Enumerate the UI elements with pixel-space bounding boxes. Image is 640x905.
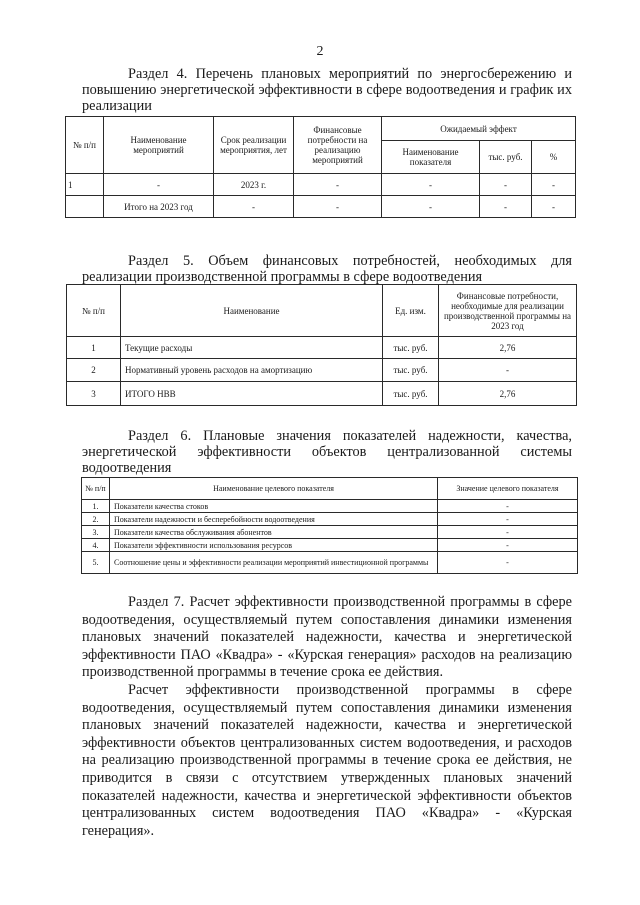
header-name: Наименование мероприятий	[104, 117, 214, 174]
table-row	[66, 174, 576, 196]
cell: -	[438, 552, 578, 574]
cell: -	[294, 174, 382, 196]
page-number: 2	[316, 44, 324, 59]
table-row	[82, 513, 578, 526]
table-row	[67, 337, 577, 359]
header-term: Срок реализации мероприятия, лет	[214, 117, 294, 174]
header-effect: Ожидаемый эффект	[382, 117, 576, 141]
header-num: № п/п	[67, 285, 121, 337]
cell: -	[382, 174, 480, 196]
header-name: Наименование	[121, 285, 383, 337]
cell: 3.	[82, 526, 110, 539]
section4-table	[65, 116, 576, 218]
cell: -	[104, 174, 214, 196]
table-row	[66, 196, 576, 218]
table-row	[82, 552, 578, 574]
header-num: № п/п	[66, 117, 104, 174]
cell: тыс. руб.	[383, 382, 439, 406]
header-finance: Финансовые потребности на реализацию мероприятий	[294, 117, 382, 174]
header-value: Значение целевого показателя	[438, 478, 578, 500]
cell: Показатели качества стоков	[110, 500, 438, 513]
cell: ИТОГО НВВ	[121, 382, 383, 406]
cell: -	[480, 174, 532, 196]
cell	[66, 196, 104, 218]
cell: -	[438, 526, 578, 539]
cell: 2,76	[439, 382, 577, 406]
cell: Показатели качества обслуживания абонентов	[110, 526, 438, 539]
header-num: № п/п	[82, 478, 110, 500]
header-indicator: Наименование показателя	[382, 141, 480, 174]
cell: -	[532, 196, 576, 218]
cell: 1	[67, 337, 121, 359]
section5-table	[66, 284, 577, 406]
cell: 2.	[82, 513, 110, 526]
table-row	[67, 382, 577, 406]
cell: Показатели эффективности использования ресурсов	[110, 539, 438, 552]
cell: 2023 г.	[214, 174, 294, 196]
cell: 3	[67, 382, 121, 406]
cell: Нормативный уровень расходов на амортизацию	[121, 359, 383, 382]
table-row	[67, 359, 577, 382]
cell: тыс. руб.	[383, 359, 439, 382]
section6-title: Раздел 6. Плановые значения показателей надежности, качества, энергетической эффективности объектов централизованной системы водоотведения	[82, 428, 572, 476]
cell: 1	[66, 174, 104, 196]
cell: -	[438, 513, 578, 526]
cell: тыс. руб.	[383, 337, 439, 359]
header-rub: тыс. руб.	[480, 141, 532, 174]
header-name: Наименование целевого показателя	[110, 478, 438, 500]
cell: -	[439, 359, 577, 382]
cell: Итого на 2023 год	[104, 196, 214, 218]
header-unit: Ед. изм.	[383, 285, 439, 337]
section6-table	[81, 477, 578, 574]
cell: -	[294, 196, 382, 218]
cell: 5.	[82, 552, 110, 574]
section7-paragraph-2: Расчет эффективности производственной программы в сфере водоотведения, осуществляемый путем сопоставления динамики изменения плановых значений показателей надежности, качества и энергетической эффективности объектов централизованных систем водоотведения, и расходов на реализацию производственной программы в течение срока ее действия, не приводится в связи с отсутствием утвержденных плановых значений показателей надежности, качества и энергетической эффективности объектов централизованных систем водоотведения ПАО «Квадра» - «Курская генерация».	[82, 682, 572, 839]
cell: 2	[67, 359, 121, 382]
cell: 1.	[82, 500, 110, 513]
cell: -	[438, 500, 578, 513]
header-finance: Финансовые потребности, необходимые для реализации производственной программы на 2023 год	[439, 285, 577, 337]
cell: Текущие расходы	[121, 337, 383, 359]
table-row	[82, 539, 578, 552]
cell: -	[438, 539, 578, 552]
cell: -	[214, 196, 294, 218]
cell: Соотношение цены и эффективности реализации мероприятий инвестиционной программы	[110, 552, 438, 574]
cell: -	[480, 196, 532, 218]
section7-paragraph-1: Раздел 7. Расчет эффективности производственной программы в сфере водоотведения, осуществляемый путем сопоставления динамики изменения плановых значений показателей надежности, качества и энергетической эффективности ПАО «Квадра» - «Курская генерация» расходов на реализацию производственной программы в течение срока ее действия.	[82, 594, 572, 681]
cell: -	[382, 196, 480, 218]
cell: 2,76	[439, 337, 577, 359]
cell: Показатели надежности и бесперебойности водоотведения	[110, 513, 438, 526]
cell: -	[532, 174, 576, 196]
section5-title: Раздел 5. Объем финансовых потребностей, необходимых для реализации производственной программы в сфере водоотведения	[82, 253, 572, 285]
table-row	[82, 526, 578, 539]
header-pct: %	[532, 141, 576, 174]
section4-title: Раздел 4. Перечень плановых мероприятий по энергосбережению и повышению энергетической эффективности в сфере водоотведения и график их реализации	[82, 66, 572, 114]
cell: 4.	[82, 539, 110, 552]
table-row	[82, 500, 578, 513]
